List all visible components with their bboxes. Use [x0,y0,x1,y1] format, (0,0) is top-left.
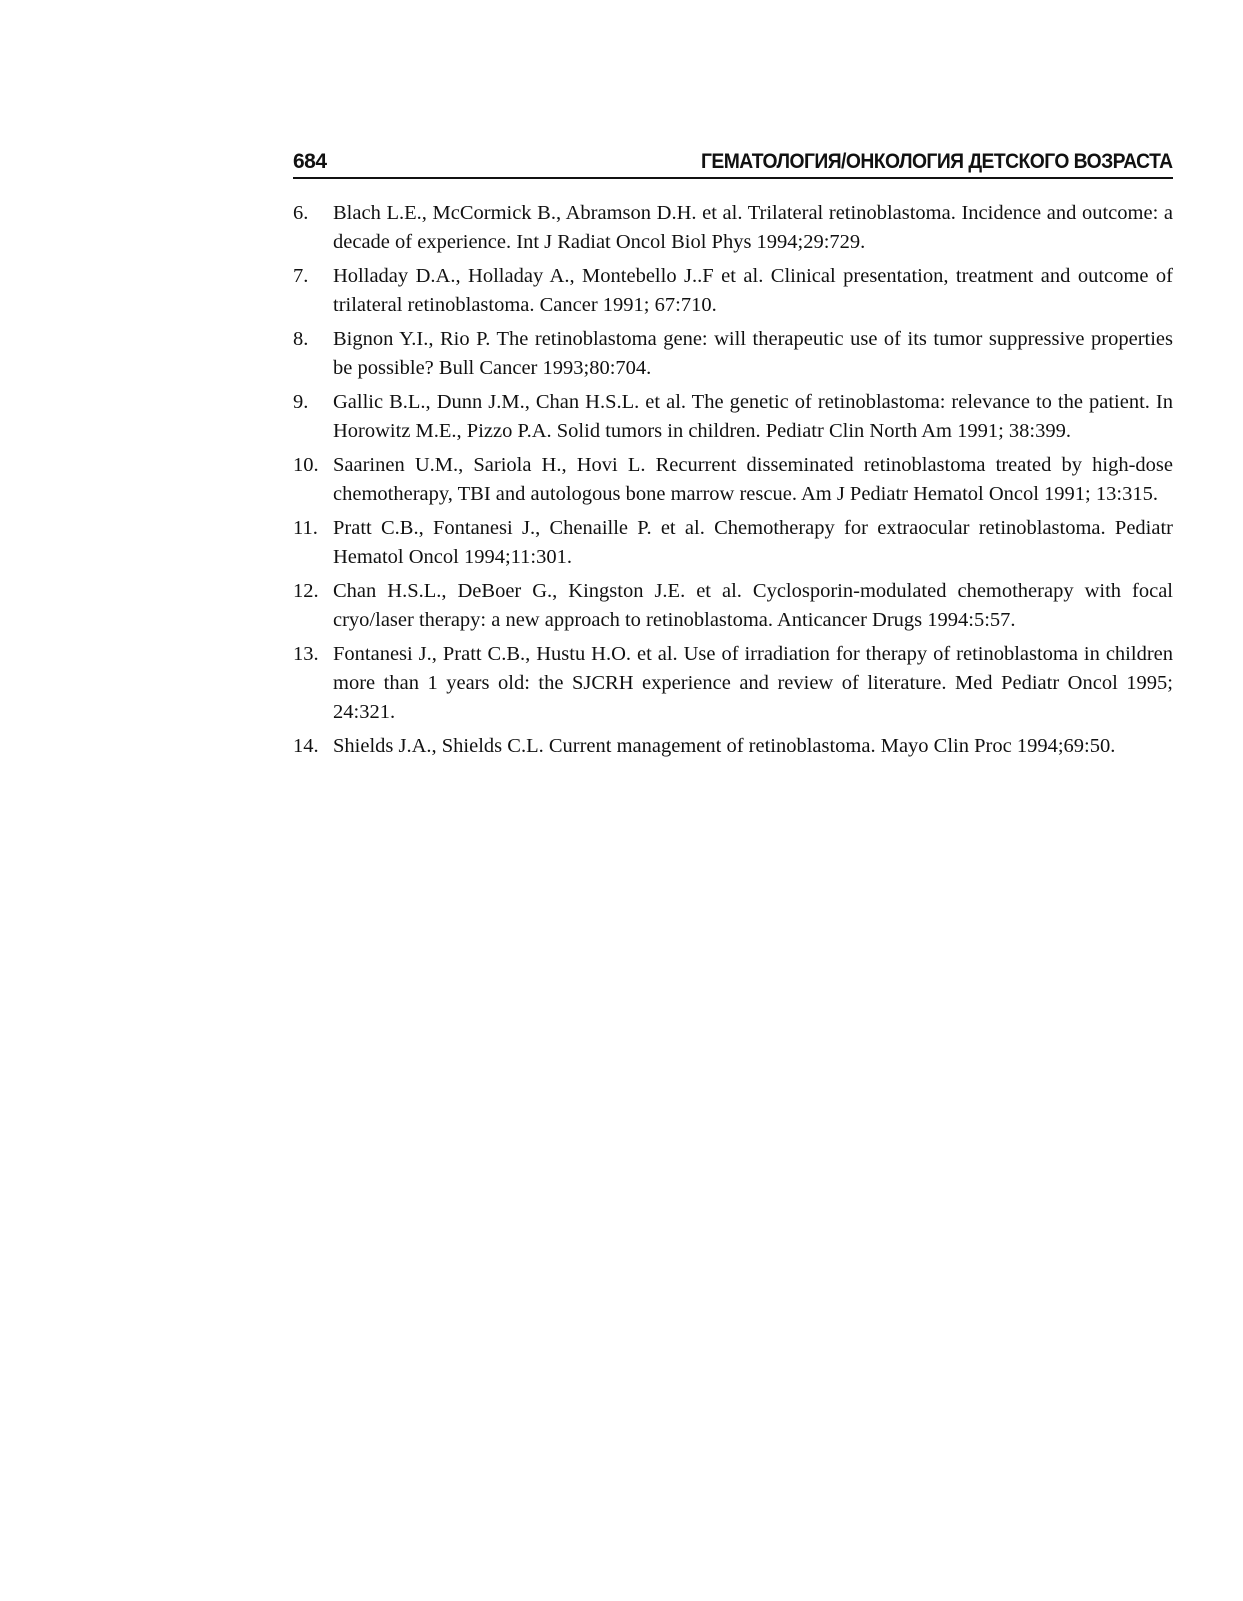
reference-number: 7. [293,265,309,287]
reference-item [293,732,1173,761]
reference-item [293,388,1173,446]
reference-text: Bignon Y.I., Rio P. The retinoblastoma gene: will therapeutic use of its tumor suppressive properties be possible? Bull Cancer 1993;80:704. [333,328,1173,379]
reference-text: Blach L.E., McCormick B., Abramson D.H. et al. Trilateral retinoblastoma. Incidence and outcome: a decade of experience. Int J Radiat Oncol Biol Phys 1994;29:729. [333,202,1173,253]
reference-text: Gallic B.L., Dunn J.M., Chan H.S.L. et al. The genetic of retinoblastoma: relevance to the patient. In Horowitz M.E., Pizzo P.A. Solid tumors in children. Pediatr Clin North Am 1991; 38:399. [333,391,1173,442]
reference-item [293,577,1173,635]
reference-text: Chan H.S.L., DeBoer G., Kingston J.E. et al. Cyclosporin-modulated chemotherapy with focal cryo/laser therapy: a new approach to retinoblastoma. Anticancer Drugs 1994:5:57. [333,580,1173,631]
reference-number: 10. [293,454,319,476]
reference-number: 6. [293,202,309,224]
reference-number: 9. [293,391,309,413]
reference-item [293,199,1173,257]
reference-text: Pratt C.B., Fontanesi J., Chenaille P. et al. Chemotherapy for extraocular retinoblastoma. Pediatr Hematol Oncol 1994;11:301. [333,517,1173,568]
reference-item [293,640,1173,727]
reference-text: Saarinen U.M., Sariola H., Hovi L. Recurrent disseminated retinoblastoma treated by high-dose chemotherapy, TBI and autologous bone marrow rescue. Am J Pediatr Hematol Oncol 1991; 13:315. [333,454,1173,505]
running-title: ГЕМАТОЛОГИЯ/ОНКОЛОГИЯ ДЕТСКОГО ВОЗРАСТА [701,150,1173,173]
reference-text: Holladay D.A., Holladay A., Montebello J..F et al. Clinical presentation, treatment and outcome of trilateral retinoblastoma. Cancer 1991; 67:710. [333,265,1173,316]
reference-number: 8. [293,328,309,350]
book-page [293,145,1173,766]
reference-item [293,325,1173,383]
reference-item [293,514,1173,572]
reference-list [293,199,1173,761]
running-header [293,145,1173,179]
reference-text: Fontanesi J., Pratt C.B., Hustu H.O. et al. Use of irradiation for therapy of retinoblastoma in children more than 1 years old: the SJCRH experience and review of literature. Med Pediatr Oncol 1995; 24:321. [333,643,1173,723]
reference-number: 13. [293,643,319,665]
reference-number: 14. [293,735,319,757]
reference-number: 12. [293,580,319,602]
reference-item [293,262,1173,320]
reference-number: 11. [293,517,318,539]
page-number: 684 [293,150,327,173]
reference-item [293,451,1173,509]
reference-text: Shields J.A., Shields C.L. Current management of retinoblastoma. Mayo Clin Proc 1994;69:50. [333,735,1116,757]
